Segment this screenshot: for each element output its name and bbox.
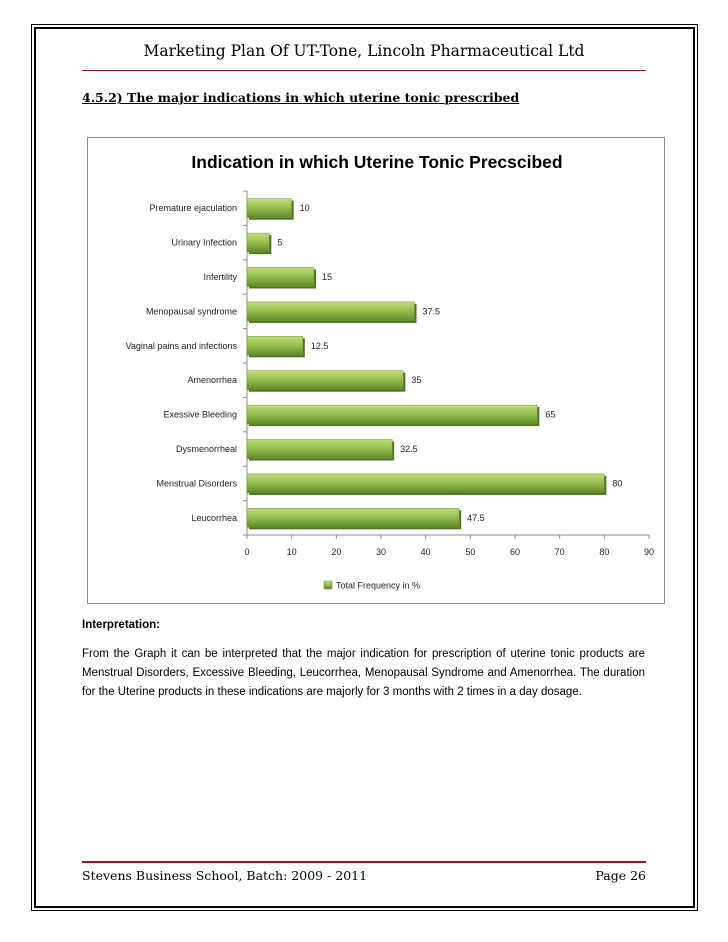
data-label: 5 [277, 237, 283, 248]
category-label: Vaginal pains and infections [125, 340, 237, 351]
category-label: Menstrual Disorders [156, 478, 237, 489]
bar [247, 474, 604, 493]
category-label: Urinary Infection [171, 237, 237, 248]
x-tick-label: 50 [465, 547, 476, 557]
category-label: Leucorrhea [191, 512, 237, 523]
data-label: 47.5 [467, 512, 485, 523]
x-tick-label: 10 [286, 547, 297, 557]
chart-legend [324, 581, 420, 591]
x-tick-label: 80 [599, 547, 610, 557]
bar [247, 371, 403, 390]
data-label: 37.5 [422, 306, 441, 317]
header-title: Marketing Plan Of UT-Tone, Lincoln Pharmaceutical Ltd [143, 42, 585, 60]
category-label: Amenorrhea [187, 375, 237, 386]
interpretation-title: Interpretation: [82, 619, 160, 631]
data-label: 65 [545, 409, 556, 420]
bar [247, 336, 303, 355]
category-label: Premature ejaculation [149, 203, 237, 214]
x-tick-label: 40 [420, 547, 431, 557]
footer-school: Stevens Business School, Batch: 2009 - 2011 [82, 868, 368, 883]
bar-chart [88, 138, 666, 605]
header-rule [82, 70, 646, 71]
bar [247, 199, 292, 218]
category-label: Dysmenorrheal [175, 444, 237, 454]
data-label: 80 [612, 478, 623, 489]
chart-container [87, 137, 665, 604]
data-label: 12.5 [310, 340, 329, 351]
chart-title: Indication in which Uterine Tonic Precscibed [191, 152, 563, 172]
category-label: Exessive Bleeding [163, 409, 237, 420]
data-label: 10 [299, 203, 310, 214]
section-heading: 4.5.2) The major indications in which uterine tonic prescribed [82, 90, 520, 105]
legend-swatch [324, 581, 332, 589]
category-label: Infertility [203, 272, 237, 282]
footer-page-number: Page 26 [595, 868, 646, 883]
plot-area [126, 191, 654, 557]
x-tick-label: 30 [375, 547, 387, 557]
category-label: Menopausal syndrome [145, 306, 237, 317]
x-tick-label: 0 [244, 547, 250, 557]
bar [247, 302, 415, 321]
data-label: 32.5 [400, 444, 418, 454]
bar [247, 440, 392, 459]
x-tick-label: 60 [509, 547, 521, 557]
legend-label: Total Frequency in % [336, 580, 421, 591]
footer-rule [82, 861, 646, 863]
interpretation-body: From the Graph it can be interpreted that the major indication for prescription of uterine tonic products are Menstrual Disorders, Excessive Bleeding, Leucorrhea, Menopausal Syndrome and Amenorrhea. The duration for the Uterine products in these indications are majorly for 3 months with 2 times in a day dosage. [82, 648, 645, 698]
bar [247, 268, 314, 287]
x-tick-label: 20 [331, 547, 342, 557]
data-label: 15 [322, 272, 333, 282]
x-tick-label: 90 [643, 547, 655, 557]
bar [247, 508, 459, 527]
x-tick-label: 70 [554, 547, 565, 557]
data-label: 35 [411, 375, 422, 386]
bar [247, 405, 537, 424]
bar [247, 233, 269, 252]
